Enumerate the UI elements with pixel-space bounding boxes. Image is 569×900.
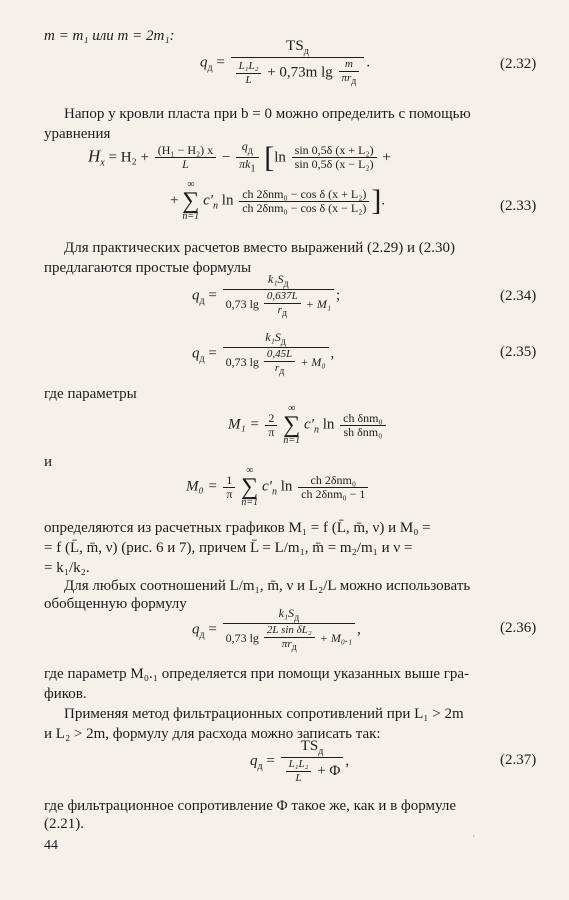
text-line-5: предлагаются простые формулы bbox=[44, 260, 252, 276]
equation-2-36: $q_д$ = $k_1S_д$ 0,73 lg $\frac{\text{2L sin δL₂}}{\pi r_д}$ + M₀.₁ , bbox=[192, 606, 361, 654]
equation-number-2-34: (2.34) bbox=[500, 288, 537, 304]
text-line-1: m = m₁ или m = 2m₁: bbox=[44, 28, 175, 44]
equation-2-34: $q_д$ = $k_1S_д$ 0,73 lg $\frac{0,637L}{r_д}$ + M₁ ; bbox=[192, 272, 341, 320]
text-line-13: где параметр M₀.₁ определяется при помощи указанных выше гра- bbox=[44, 666, 470, 682]
equation-2-37: $q_д$ = $TS_д$ $\frac{\text{L₁L₂}}{L}$ + Φ , bbox=[250, 738, 350, 784]
print-speck: ʼ bbox=[472, 834, 476, 845]
text-line-2: Напор у кровли пласта при b = 0 можно определить с помощью bbox=[64, 106, 471, 122]
text-line-18: (2.21). bbox=[44, 816, 84, 832]
text-line-3: уравнения bbox=[44, 126, 111, 142]
text-line-16: и L₂ > 2m, формулу для расхода можно записать так: bbox=[44, 726, 381, 742]
text-line-9: = f (L̄, m̄, ν) (рис. 6 и 7), причем L̄ = L/m₁, m̄ = m₂/m₁ и ν = bbox=[44, 540, 413, 556]
text-line-17: где фильтрационное сопротивление Φ такое же, как и в формуле bbox=[44, 798, 456, 814]
equation-number-2-32: (2.32) bbox=[500, 56, 537, 72]
text-line-6: где параметры bbox=[44, 386, 137, 402]
equation-number-2-36: (2.36) bbox=[500, 620, 537, 636]
text-line-15: Применяя метод фильтрационных сопротивлений при L₁ > 2m bbox=[64, 706, 464, 722]
equation-2-33-line-2: + ∞ ∑ n=1 $c'_n$ ln $\frac{\text{ch 2δnm₀ − cos δ (x + L₂)}}{\text{ch 2δnm₀ − cos δ (x − L₂)}}$ ]. bbox=[170, 179, 386, 222]
equation-2-35: $q_д$ = $k_1S_д$ 0,73 lg $\frac{0,45L}{r_д}$ + M₀ , bbox=[192, 330, 335, 378]
equation-number-2-37: (2.37) bbox=[500, 752, 537, 768]
page-number: 44 bbox=[44, 838, 58, 853]
text-line-7: и bbox=[44, 454, 53, 470]
text-line-12: обобщенную формулу bbox=[44, 596, 187, 612]
equation-number-2-33: (2.33) bbox=[500, 198, 537, 214]
equation-number-2-35: (2.35) bbox=[500, 344, 537, 360]
equation-2-33-line-1: $H_x = H_2$ + $\frac{\text{(H₁ − H₂) x}}{L}$ − $\frac{q_д}{\pi k_1}$ [ln $\frac{\text{sin 0,5δ (x + L₂)}}{\text{sin 0,5δ (x − L₂)}}$ + bbox=[88, 139, 391, 175]
equation-m0: M₀ = $\frac{1}{\pi}$ ∞ ∑ n=1 $c'_n$ ln $\frac{\text{ch 2δnm₀}}{\text{ch 2δnm₀ − 1}}$ bbox=[186, 466, 370, 508]
equation-m1: M₁ = $\frac{2}{\pi}$ ∞ ∑ n=1 $c'_n$ ln $\frac{\text{ch δnm₀}}{\text{sh δnm₀}}$ bbox=[228, 404, 388, 446]
text-line-11: Для любых соотношений L/m₁, m̄, ν и L₂/L можно использовать bbox=[64, 578, 471, 594]
text-line-4: Для практических расчетов вместо выражений (2.29) и (2.30) bbox=[64, 240, 456, 256]
text-line-8: определяются из расчетных графиков M₁ = f (L̄, m̄, ν) и M₀ = bbox=[44, 520, 431, 536]
text-line-10: = k₁/k₂. bbox=[44, 560, 90, 576]
text-line-14: фиков. bbox=[44, 686, 87, 702]
equation-2-32: $q_д$ = $TS_д$ $\frac{\text{L₁L₂}}{L}$ + 0,73m lg $\frac{m}{\pi r_д}$ . bbox=[200, 38, 371, 88]
